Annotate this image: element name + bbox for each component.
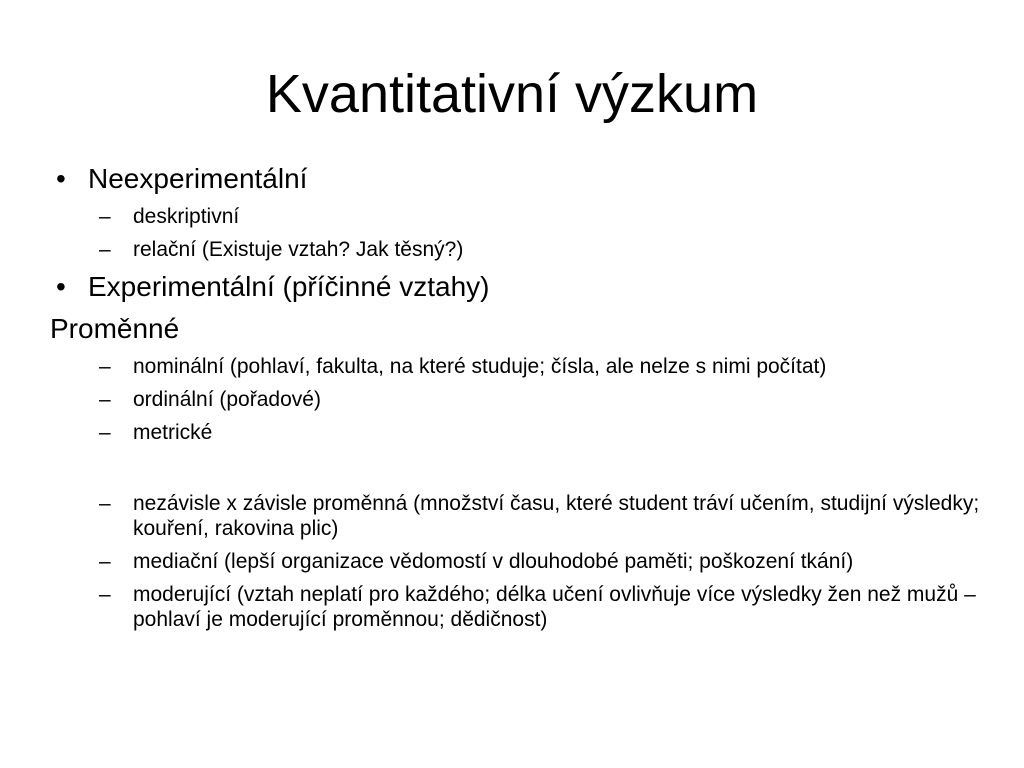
sub-item-label: moderující (vztah neplatí pro každého; délka učení ovlivňuje více výsledky žen než mužů – pohlaví je moderující proměnnou; dědičnost) [133,583,976,631]
dash-marker: – [99,388,111,411]
bullet-item-experimentalni [50,270,990,304]
sub-item-mediacni [50,549,983,574]
dash-marker: – [99,492,111,515]
dash-marker: – [99,421,111,444]
sub-item-metricke [50,420,983,445]
spacer [50,453,990,491]
bullet-label: Experimentální (příčinné vztahy) [88,271,490,302]
sub-item-label: mediační (lepší organizace vědomostí v dlouhodobé paměti; poškození tkání) [133,550,854,573]
sub-item-deskriptivni [50,204,983,229]
dash-marker: – [99,355,111,378]
slide-title: Kvantitativní výzkum [265,64,759,124]
bullet-marker: • [56,271,66,302]
sub-item-relacni [50,237,983,262]
sub-item-label: nezávisle x závisle proměnná (množství času, které student tráví učením, studijní výsledky; kouření, rakovina plic) [133,492,980,540]
sub-item-label: deskriptivní [133,205,240,228]
bullet-item-neexperimentalni [50,162,990,196]
bullet-label: Neexperimentální [88,163,308,194]
sub-item-label: nominální (pohlaví, fakulta, na které studuje; čísla, ale nelze s nimi počítat) [133,355,827,378]
sub-item-moderujici [50,582,983,632]
bullet-marker: • [56,163,66,194]
dash-marker: – [99,583,111,606]
dash-marker: – [99,238,111,261]
slide-body [50,162,990,640]
section-heading-promenne: Proměnné [50,313,180,344]
sub-item-ordinalni [50,387,983,412]
sub-item-nominalni [50,354,983,379]
sub-item-label: ordinální (pořadové) [133,388,321,411]
dash-marker: – [99,550,111,573]
sub-item-label: relační (Existuje vztah? Jak těsný?) [133,238,464,261]
sub-item-nezavisle-zavisle [50,491,983,541]
dash-marker: – [99,205,111,228]
sub-item-label: metrické [133,421,213,444]
